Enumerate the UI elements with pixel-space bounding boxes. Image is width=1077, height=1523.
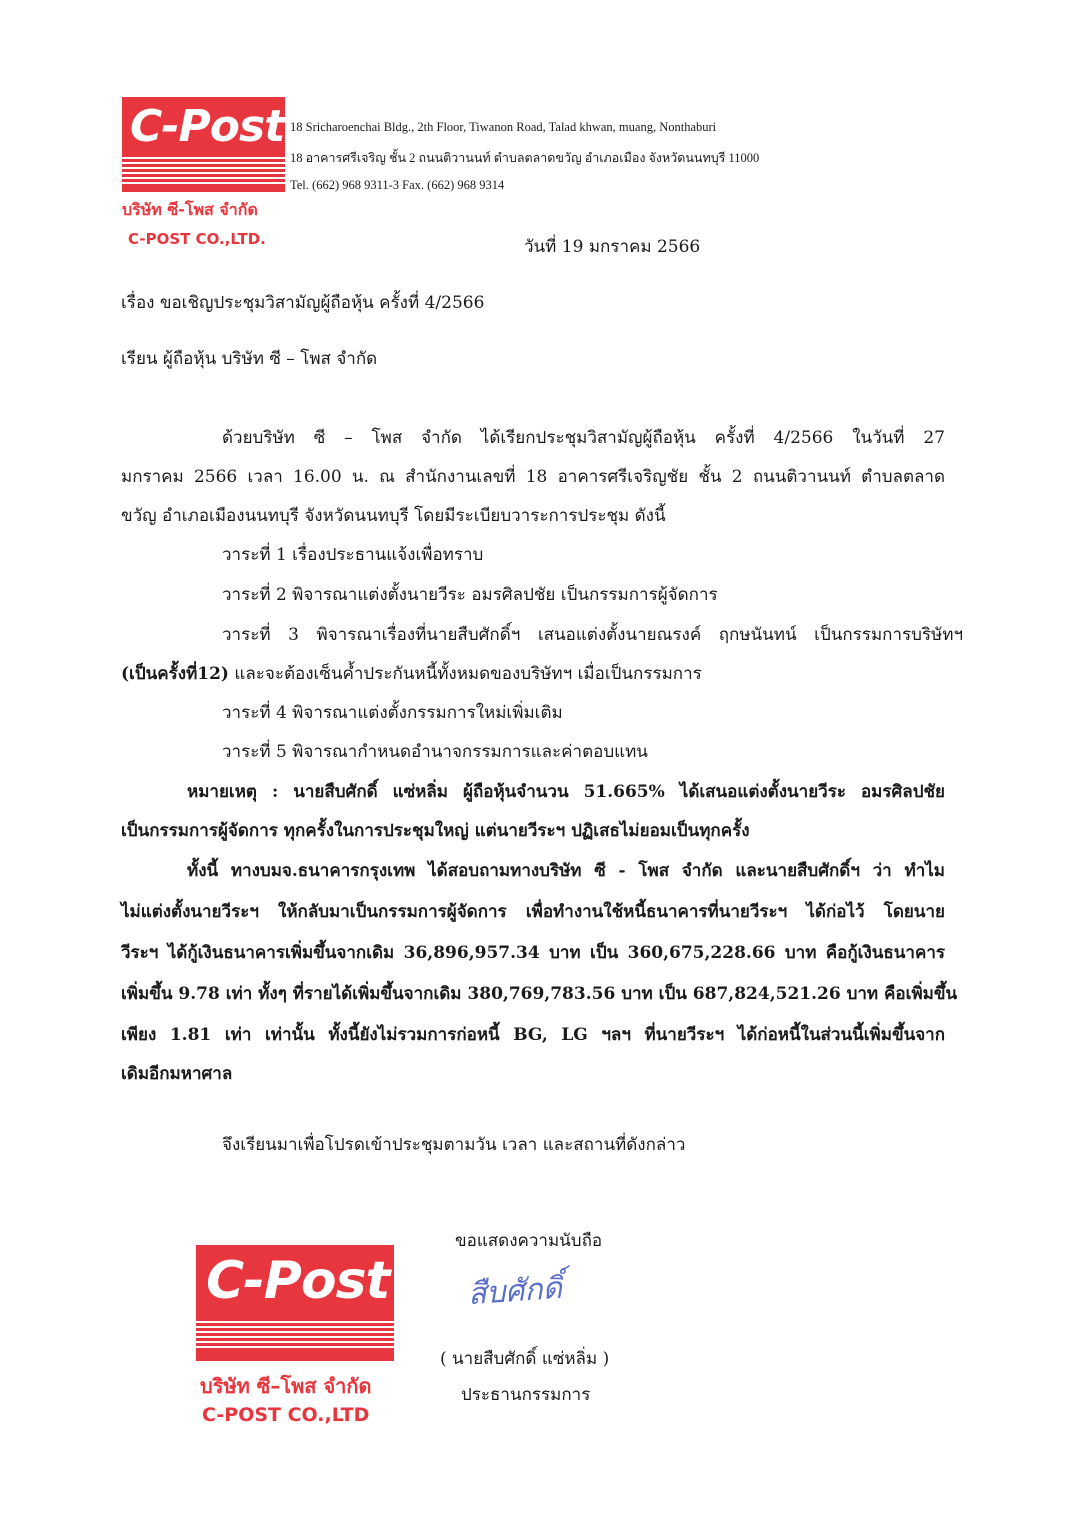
stamp-stripes: [196, 1321, 394, 1351]
company-stamp-logo: [196, 1245, 394, 1361]
address-english: 18 Sricharoenchai Bldg., 2th Floor, Tiwanon Road, Talad khwan, muang, Nonthaburi: [290, 120, 717, 134]
signer-title: ประธานกรรมการ: [461, 1385, 591, 1405]
agenda-item-2: วาระที่ 2 พิจารณาแต่งตั้งนายวีระ อมรศิลปชัย เป็นกรรมการผู้จัดการ: [222, 585, 718, 605]
note-line-2: เป็นกรรมการผู้จัดการ ทุกครั้งในการประชุมใหญ่ แต่นายวีระฯ ปฏิเสธไม่ยอมเป็นทุกครั้ง: [121, 821, 750, 841]
address-thai: 18 อาคารศรีเจริญ ชั้น 2 ถนนติวานนท์ ตำบลตลาดขวัญ อำเภอเมือง จังหวัดนนทบุรี 11000: [290, 151, 760, 165]
bank-line-6: เดิมอีกมหาศาล: [121, 1064, 233, 1084]
agenda-item-3-rest: และจะต้องเซ็นค้ำประกันหนี้ทั้งหมดของบริษัทฯ เมื่อเป็นกรรมการ: [228, 664, 702, 684]
signer-name: ( นายสืบศักดิ์ แซ่หลิ่ม ): [440, 1349, 610, 1369]
agenda-item-3-line-1: วาระที่ 3 พิจารณาเรื่องที่นายสืบศักดิ์ฯ เสนอแต่งตั้งนายณรงค์ ฤกษนันทน์ เป็นกรรมการบริษัทฯ: [222, 625, 963, 645]
bank-line-5: เพียง 1.81 เท่า เท่านั้น ทั้งนี้ยังไม่รวมการก่อหนี้ BG, LG ฯลฯ ที่นายวีระฯ ได้ก่อหนี้ในส่วนนี้เพิ่มขึ้นจาก: [121, 1025, 945, 1045]
contact-info: Tel. (662) 968 9311-3 Fax. (662) 968 9314: [290, 178, 505, 192]
bank-line-1: ทั้งนี้ ทางบมจ.ธนาคารกรุงเทพ ได้สอบถามทางบริษัท ซี - โพส จำกัด และนายสืบศักดิ์ฯ ว่า ทำไม: [187, 861, 945, 881]
agenda-item-3-line-2: [121, 663, 702, 685]
stamp-logo-text: C-Post: [206, 1251, 390, 1311]
company-name-thai: บริษัท ซี-โพส จำกัด: [122, 200, 258, 219]
agenda-item-3-bold: (เป็นครั้งที่12): [121, 664, 229, 684]
stamp-company-thai: บริษัท ซี–โพส จำกัด: [200, 1374, 372, 1398]
agenda-item-4: วาระที่ 4 พิจารณาแต่งตั้งกรรมการใหม่เพิ่มเติม: [222, 703, 563, 723]
closing-line: จึงเรียนมาเพื่อโปรดเข้าประชุมตามวัน เวลา และสถานที่ดังกล่าว: [222, 1135, 686, 1155]
note-line-1: หมายเหตุ : นายสืบศักดิ์ แซ่หลิ่ม ผู้ถือหุ้นจำนวน 51.665% ได้เสนอแต่งตั้งนายวีระ อมรศิลปชัย: [187, 782, 945, 802]
regards: ขอแสดงความนับถือ: [455, 1231, 603, 1251]
letterhead-logo-text: C-Post: [130, 101, 285, 152]
agenda-item-5: วาระที่ 5 พิจารณากำหนดอำนาจกรรมการและค่าตอบแทน: [222, 742, 648, 762]
logo-stripes: [122, 157, 285, 187]
letterhead-logo: [122, 97, 285, 192]
bank-line-4: เพิ่มขึ้น 9.78 เท่า ทั้งๆ ที่รายได้เพิ่มขึ้นจากเดิม 380,769,783.56 บาท เป็น 687,824,521.26 บาท คือเพิ่มขึ้น: [121, 984, 958, 1004]
bank-line-3: วีระฯ ได้กู้เงินธนาคารเพิ่มขึ้นจากเดิม 36,896,957.34 บาท เป็น 360,675,228.66 บาท คือกู้เงินธนาคาร: [121, 943, 945, 963]
letter-date: วันที่ 19 มกราคม 2566: [524, 237, 701, 257]
letter-subject: เรื่อง ขอเชิญประชุมวิสามัญผู้ถือหุ้น ครั้งที่ 4/2566: [121, 293, 485, 313]
bank-line-2: ไม่แต่งตั้งนายวีระฯ ให้กลับมาเป็นกรรมการผู้จัดการ เพื่อทำงานใช้หนี้ธนาคารที่นายวีระฯ ได้ก่อไว้ โดยนาย: [121, 902, 945, 922]
company-name-english: C-POST CO.,LTD.: [128, 230, 266, 248]
letter-recipient: เรียน ผู้ถือหุ้น บริษัท ซี – โพส จำกัด: [121, 349, 378, 369]
handwritten-signature: สืบศักดิ์: [466, 1270, 564, 1313]
agenda-item-1: วาระที่ 1 เรื่องประธานแจ้งเพื่อทราบ: [222, 545, 484, 565]
intro-line-2: มกราคม 2566 เวลา 16.00 น. ณ สำนักงานเลขที่ 18 อาคารศรีเจริญชัย ชั้น 2 ถนนติวานนท์ ตำบลตลาด: [121, 467, 945, 487]
intro-line-1: ด้วยบริษัท ซี – โพส จำกัด ได้เรียกประชุมวิสามัญผู้ถือหุ้น ครั้งที่ 4/2566 ในวันที่ 27: [222, 428, 945, 448]
intro-line-3: ขวัญ อำเภอเมืองนนทบุรี จังหวัดนนทบุรี โดยมีระเบียบวาระการประชุม ดังนี้: [121, 506, 666, 526]
stamp-company-english: C-POST CO.,LTD: [202, 1404, 370, 1426]
